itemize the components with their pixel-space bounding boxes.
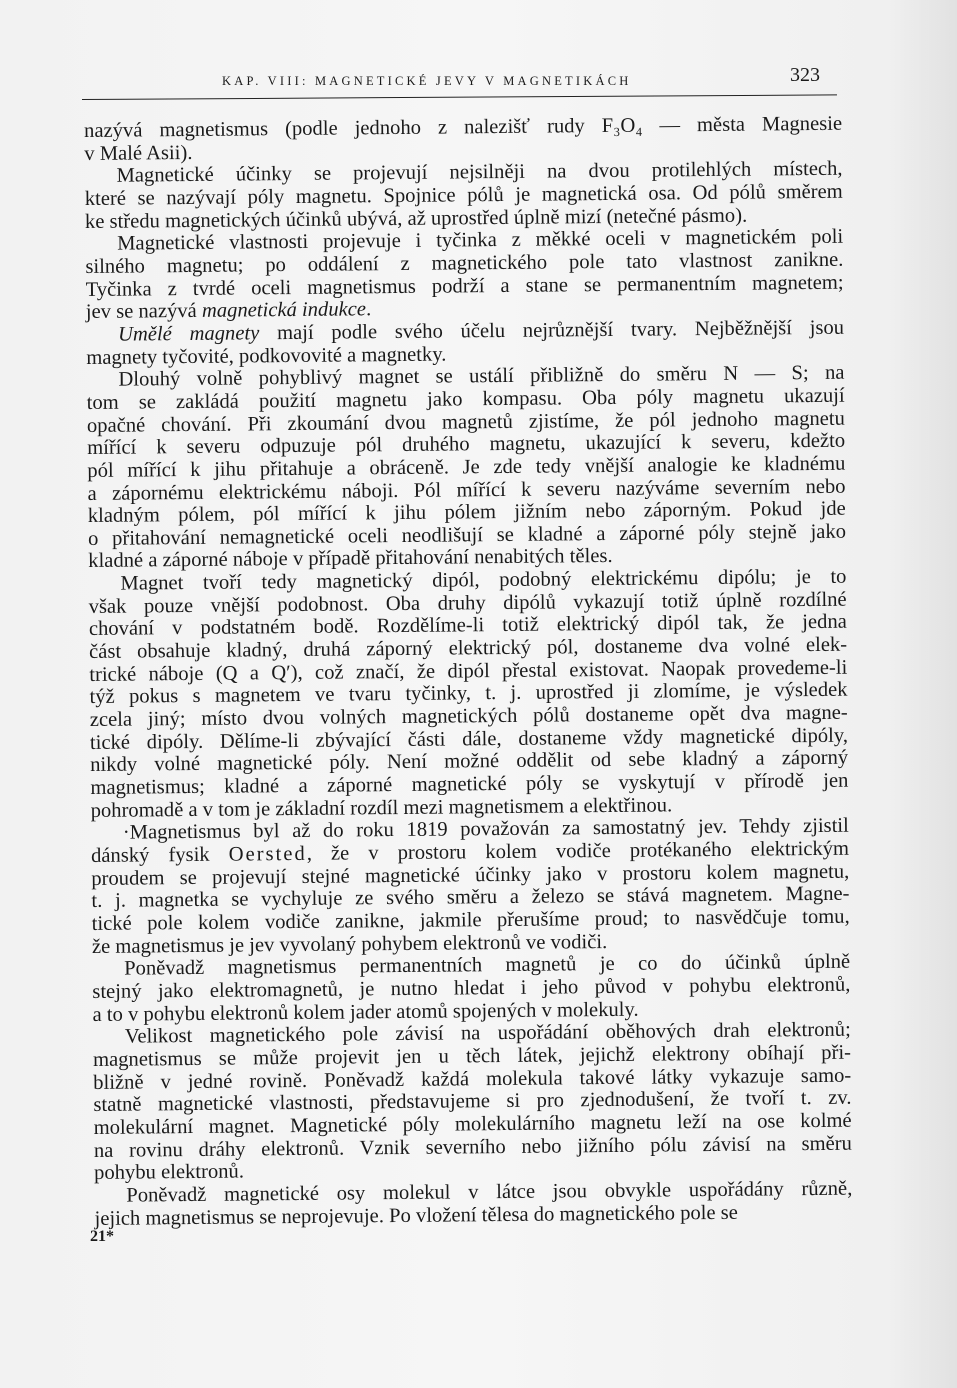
text-line: na rovinu dráhy elektronů. Vznik severního nebo jižního pólu závisí na směru xyxy=(93,1132,852,1162)
text-line: pohybu elektronů. xyxy=(94,1160,245,1185)
body-text xyxy=(84,113,853,1230)
text-line: trické náboje (Q a Q′), což značí, že dipól přestal existovat. Naopak provedeme-li xyxy=(89,656,848,686)
text-line: které se nazývají póly magnetu. Spojnice pólů je magnetická osa. Od pólů směrem xyxy=(84,180,843,210)
text-line: tické pole kolem vodiče zanikne, jakmile přerušíme proud; to nasvědčuje tomu, xyxy=(91,905,850,935)
text-line: tické dipóly. Dělíme-li zbývající části dále, dostaneme vždy magnetické dipóly, xyxy=(89,724,849,754)
text-line: Umělé magnety mají podle svého účelu nejrůznější tvary. Nejběžnější jsou xyxy=(117,316,845,346)
text-line: dánský fysik Oersted, že v prostoru kolem vodiče protékaného elektrickým xyxy=(90,837,850,867)
text-line: molekulární magnet. Magnetické póly molekulárního magnetu leží na ose kolmé xyxy=(93,1109,852,1139)
text-line: Tyčinka z tvrdé oceli magnetismus podrží a stane se permanentním magnetem; xyxy=(85,271,844,301)
text-line: Magnetické účinky se projevují nejsilněji na dvou protilehlých místech, xyxy=(116,158,843,188)
text-line: nazývá magnetismus (podle jednoho z nalezišť rudy F₃O₄ — města Magnesie xyxy=(84,112,843,142)
text-line: Magnetické vlastnosti projevuje i tyčinka z měkké oceli v magnetickém poli xyxy=(117,225,844,255)
text-line: statně magnetické vlastnosti, představujeme si pro zjednodušení, že tvoří t. zv. xyxy=(93,1086,852,1117)
text-line: t. j. magnetka se vychyluje ze svého směru a železo se stává magnetem. Magne- xyxy=(91,883,850,913)
text-line: pól mířící k jihu přitahuje a obráceně. Je zde tedy vnější analogie ke kladnému xyxy=(87,452,846,482)
text-line: o přitahování nemagnetické oceli neodlišují se kladné a záporné póly stejně jako xyxy=(87,520,847,550)
text-line: však pouze vnější podobnost. Oba druhy dipólů vykazují totiž úplně rozdílné xyxy=(88,588,847,618)
text-line: zcela jiný; místo dvou volných magnetických pólů dostaneme opět dva magne- xyxy=(89,701,848,732)
text-line: a to v pohybu elektronů kolem jader atomů spojených v molekuly. xyxy=(92,998,639,1026)
text-line: ·Magnetismus byl až do roku 1819 považován za samostatný jev. Tehdy zjistil xyxy=(122,815,849,845)
text-line: Velikost magnetického pole závisí na uspořádání oběhových drah elektronů; xyxy=(124,1018,851,1048)
text-line: magnetismus se může projevit jen u těch látek, jejichž elektrony obíhají při- xyxy=(92,1041,852,1071)
page-edge-shadow xyxy=(887,0,957,1388)
text-line: Dlouhý volně pohyblivý magnet se ustálí přibližně do směru N — S; na xyxy=(118,361,845,391)
text-line: opačné chování. Při zkoumání dvou magnetů zjistíme, že pól jednoho magnetu xyxy=(86,407,846,437)
text-line: stejný jako elektromagnetů, je nutno hledat i jeho původ v pohybu elektronů, xyxy=(92,973,851,1003)
text-line: týž pokus s magnetem ve tvaru tyčinky, t. j. uprostřed ji zlomíme, je výsledek xyxy=(89,679,848,709)
text-line: ke středu magnetických účinků ubývá, až uprostřed úplně mizí (netečné pásmo). xyxy=(84,204,748,233)
text-line: magnety tyčovité, podkovovité a magnetky. xyxy=(86,343,447,369)
text-line: silného magnetu; po oddálení z magnetického pole tato vlastnost zanikne. xyxy=(85,248,844,278)
text-line: Poněvadž magnetismus permanentních magnetů je co do účinků úplně xyxy=(124,950,851,980)
text-line: mířící k severu odpuzuje pól druhého magnetu, ukazující k severu, kdežto xyxy=(87,429,846,460)
text-line: a zápornému elektrickému náboji. Pól mířící k severu nazýváme severním nebo xyxy=(87,475,846,505)
text-line: část obsahuje kladný, druhá záporný elektrický pól, dostaneme dva volné elek- xyxy=(89,633,848,664)
header-rule xyxy=(82,94,837,100)
text-line: že magnetismus je jev vyvolaný pohybem elektronů ve vodiči. xyxy=(91,930,608,958)
running-head: KAP. VIII: MAGNETICKÉ JEVY V MAGNETIKÁCH xyxy=(222,74,632,88)
text-line: chování v podstatném bodě. Rozdělíme-li totiž elektrický dipól tak, že jedna xyxy=(88,611,847,641)
text-line: nikdy volné magnetické póly. Není možné oddělit od sebe kladný a záporný xyxy=(90,747,849,777)
text-line: pohromadě a v tom je základní rozdíl mezi magnetismem a elektřinou. xyxy=(90,794,673,822)
page-number: 323 xyxy=(790,64,820,86)
text-line: proudem se projevují stejné magnetické účinky jako v prostoru kolem magnetu, xyxy=(91,860,850,890)
text-line: jev se nazývá magnetická indukce. xyxy=(85,298,372,324)
text-line: Poněvadž magnetické osy molekul v látce jsou obvykle uspořádány různě, xyxy=(126,1177,853,1207)
text-line: kladným pólem, pól mířící k jihu pólem jižním nebo záporným. Pokud jde xyxy=(87,497,846,528)
text-line: kladné a záporné náboje v případě přitahování nenabitých těles. xyxy=(88,545,613,573)
text-line: tom se zakládá použití magnetu jako kompasu. Oba póly magnetu ukazují xyxy=(86,384,845,414)
text-line: Magnet tvoří tedy magnetický dipól, podobný elektrickému dipólu; je to xyxy=(120,565,847,595)
signature-mark: 21* xyxy=(90,1228,114,1245)
text-line: magnetismus; kladné a záporné magnetické póly se vyskytují v přírodě jen xyxy=(90,769,849,799)
text-line: v Malé Asii). xyxy=(84,141,193,165)
text-line: jejich magnetismus se neprojevuje. Po vložení tělesa do magnetického pole se xyxy=(94,1201,738,1230)
text-line: bližně v jedné rovině. Poněvadž každá molekula takové látky vykazuje samo- xyxy=(93,1064,852,1094)
